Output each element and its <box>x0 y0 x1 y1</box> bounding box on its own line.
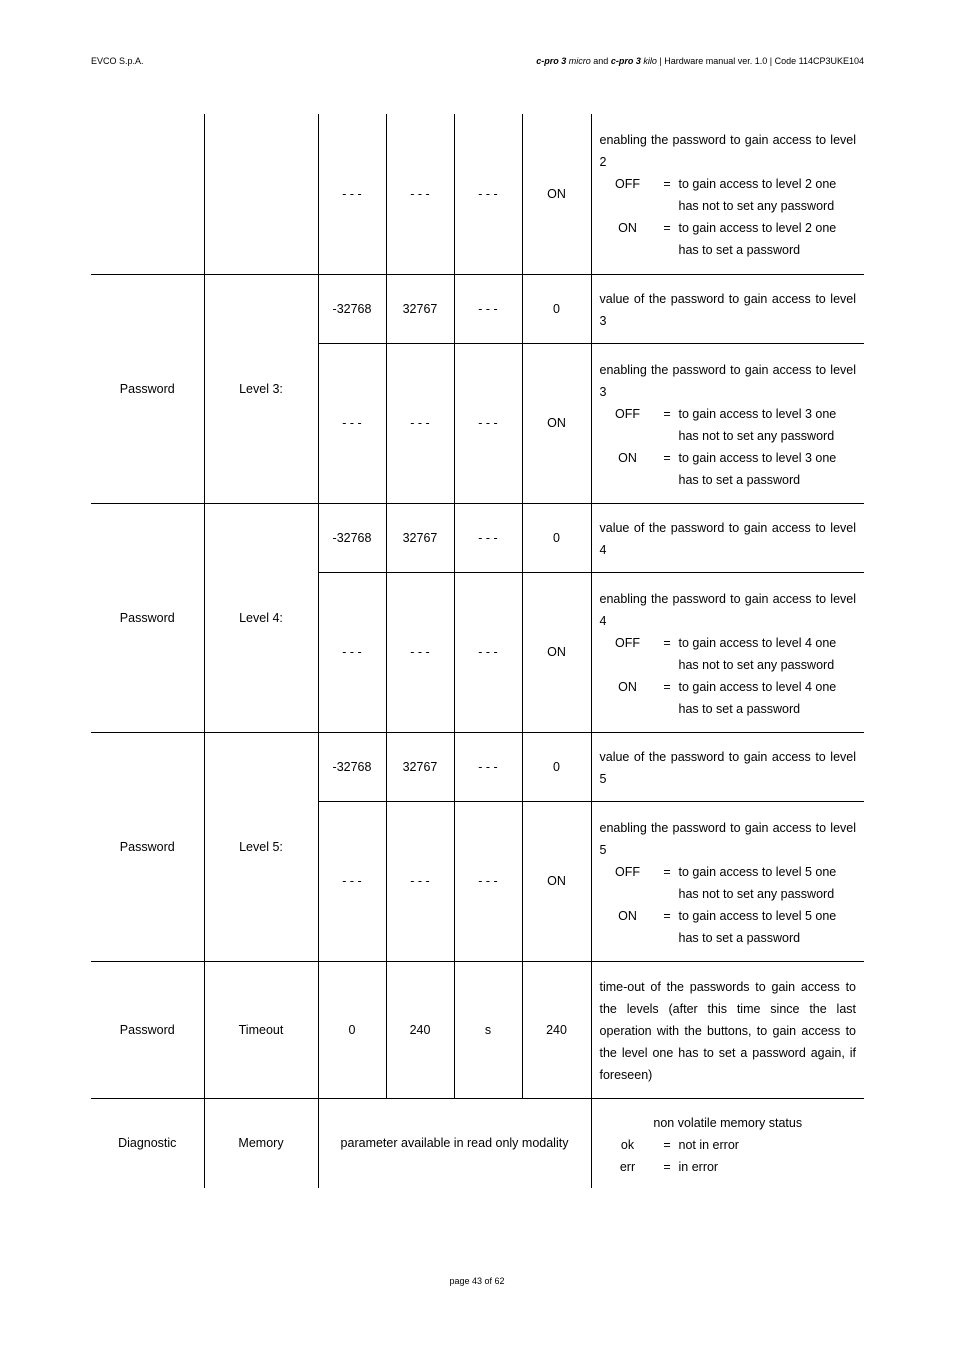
unit-cell: - - - <box>454 503 522 572</box>
default-cell: 0 <box>522 732 591 801</box>
unit-cell: - - - <box>454 343 522 503</box>
description-text: value of the password to gain access to level 4 <box>599 521 856 557</box>
max-cell: - - - <box>386 801 454 961</box>
read-only-note-cell: parameter available in read only modality <box>318 1098 591 1188</box>
description-cell <box>591 503 864 572</box>
min-cell: - - - <box>318 343 386 503</box>
table-row <box>91 732 864 801</box>
param-cell: Memory <box>204 1098 318 1188</box>
header-manual-info: | Hardware manual ver. 1.0 | Code 114CP3UKE104 <box>659 56 864 66</box>
max-cell: 240 <box>386 961 454 1098</box>
description-text: enabling the password to gain access to level 5 <box>599 820 856 857</box>
default-cell: ON <box>522 572 591 732</box>
description-cell <box>591 801 864 961</box>
min-cell: - - - <box>318 572 386 732</box>
description-text: enabling the password to gain access to level 3 <box>599 362 856 399</box>
header-company: EVCO S.p.A. <box>91 56 144 66</box>
min-cell: 0 <box>318 961 386 1098</box>
default-cell: ON <box>522 114 591 274</box>
table-row <box>91 1098 864 1188</box>
table-row <box>91 503 864 572</box>
default-cell: ON <box>522 343 591 503</box>
header-variant-a: micro <box>568 56 591 66</box>
option-ok: ok = not in error <box>620 1137 739 1152</box>
description-cell <box>591 961 864 1098</box>
min-cell: -32768 <box>318 274 386 343</box>
param-cell: Level 5: <box>204 732 318 961</box>
max-cell: - - - <box>386 572 454 732</box>
unit-cell: s <box>454 961 522 1098</box>
table-row <box>91 961 864 1098</box>
group-cell: Password <box>91 503 204 732</box>
unit-cell: - - - <box>454 801 522 961</box>
description-cell <box>591 732 864 801</box>
group-cell: Password <box>91 732 204 961</box>
description-text: value of the password to gain access to level 5 <box>599 750 856 786</box>
unit-cell: - - - <box>454 274 522 343</box>
header-product-b: c-pro 3 <box>610 56 641 66</box>
default-cell: ON <box>522 801 591 961</box>
description-cell <box>591 114 864 274</box>
max-cell: - - - <box>386 343 454 503</box>
group-cell <box>91 114 204 274</box>
table-row <box>91 274 864 343</box>
unit-cell: - - - <box>454 114 522 274</box>
header-conj: and <box>593 56 609 66</box>
table-row <box>91 114 864 274</box>
header-document-title <box>536 56 864 66</box>
max-cell: 32767 <box>386 274 454 343</box>
description-text: non volatile memory status <box>653 1115 803 1130</box>
default-cell: 0 <box>522 503 591 572</box>
param-cell: Level 4: <box>204 503 318 732</box>
param-cell: Timeout <box>204 961 318 1098</box>
description-cell <box>591 572 864 732</box>
option-on: ON = to gain access to level 4 one has to set a password <box>618 679 837 716</box>
unit-cell: - - - <box>454 732 522 801</box>
header-variant-b: kilo <box>643 56 657 66</box>
description-text: enabling the password to gain access to level 4 <box>599 591 856 628</box>
default-cell: 240 <box>522 961 591 1098</box>
max-cell: - - - <box>386 114 454 274</box>
option-on: ON = to gain access to level 3 one has to set a password <box>618 450 837 487</box>
min-cell: -32768 <box>318 503 386 572</box>
min-cell: - - - <box>318 801 386 961</box>
max-cell: 32767 <box>386 732 454 801</box>
default-cell: 0 <box>522 274 591 343</box>
option-on: ON = to gain access to level 2 one has to set a password <box>618 221 837 258</box>
description-text: enabling the password to gain access to level 2 <box>599 133 856 170</box>
option-on: ON = to gain access to level 5 one has to set a password <box>618 908 837 945</box>
min-cell: - - - <box>318 114 386 274</box>
description-text: time-out of the passwords to gain access to the levels (after this time since the last operation with the buttons, to gain access to the level one has to set a password again, if foreseen) <box>599 980 856 1082</box>
option-off: OFF = to gain access to level 2 one has not to set any password <box>615 177 837 214</box>
group-cell: Diagnostic <box>91 1098 204 1188</box>
option-off: OFF = to gain access to level 5 one has not to set any password <box>615 864 837 901</box>
description-cell <box>591 274 864 343</box>
unit-cell: - - - <box>454 572 522 732</box>
min-cell: -32768 <box>318 732 386 801</box>
param-cell <box>204 114 318 274</box>
group-cell: Password <box>91 274 204 503</box>
group-cell: Password <box>91 961 204 1098</box>
option-off: OFF = to gain access to level 3 one has not to set any password <box>615 406 837 443</box>
option-off: OFF = to gain access to level 4 one has not to set any password <box>615 635 837 672</box>
page-number: page 43 of 62 <box>449 1276 505 1286</box>
param-cell: Level 3: <box>204 274 318 503</box>
description-text: value of the password to gain access to level 3 <box>599 292 856 328</box>
option-err: err = in error <box>619 1159 719 1174</box>
description-cell <box>591 343 864 503</box>
description-cell <box>591 1098 864 1188</box>
max-cell: 32767 <box>386 503 454 572</box>
parameters-table <box>91 114 864 1188</box>
header-product-a: c-pro 3 <box>536 56 567 66</box>
